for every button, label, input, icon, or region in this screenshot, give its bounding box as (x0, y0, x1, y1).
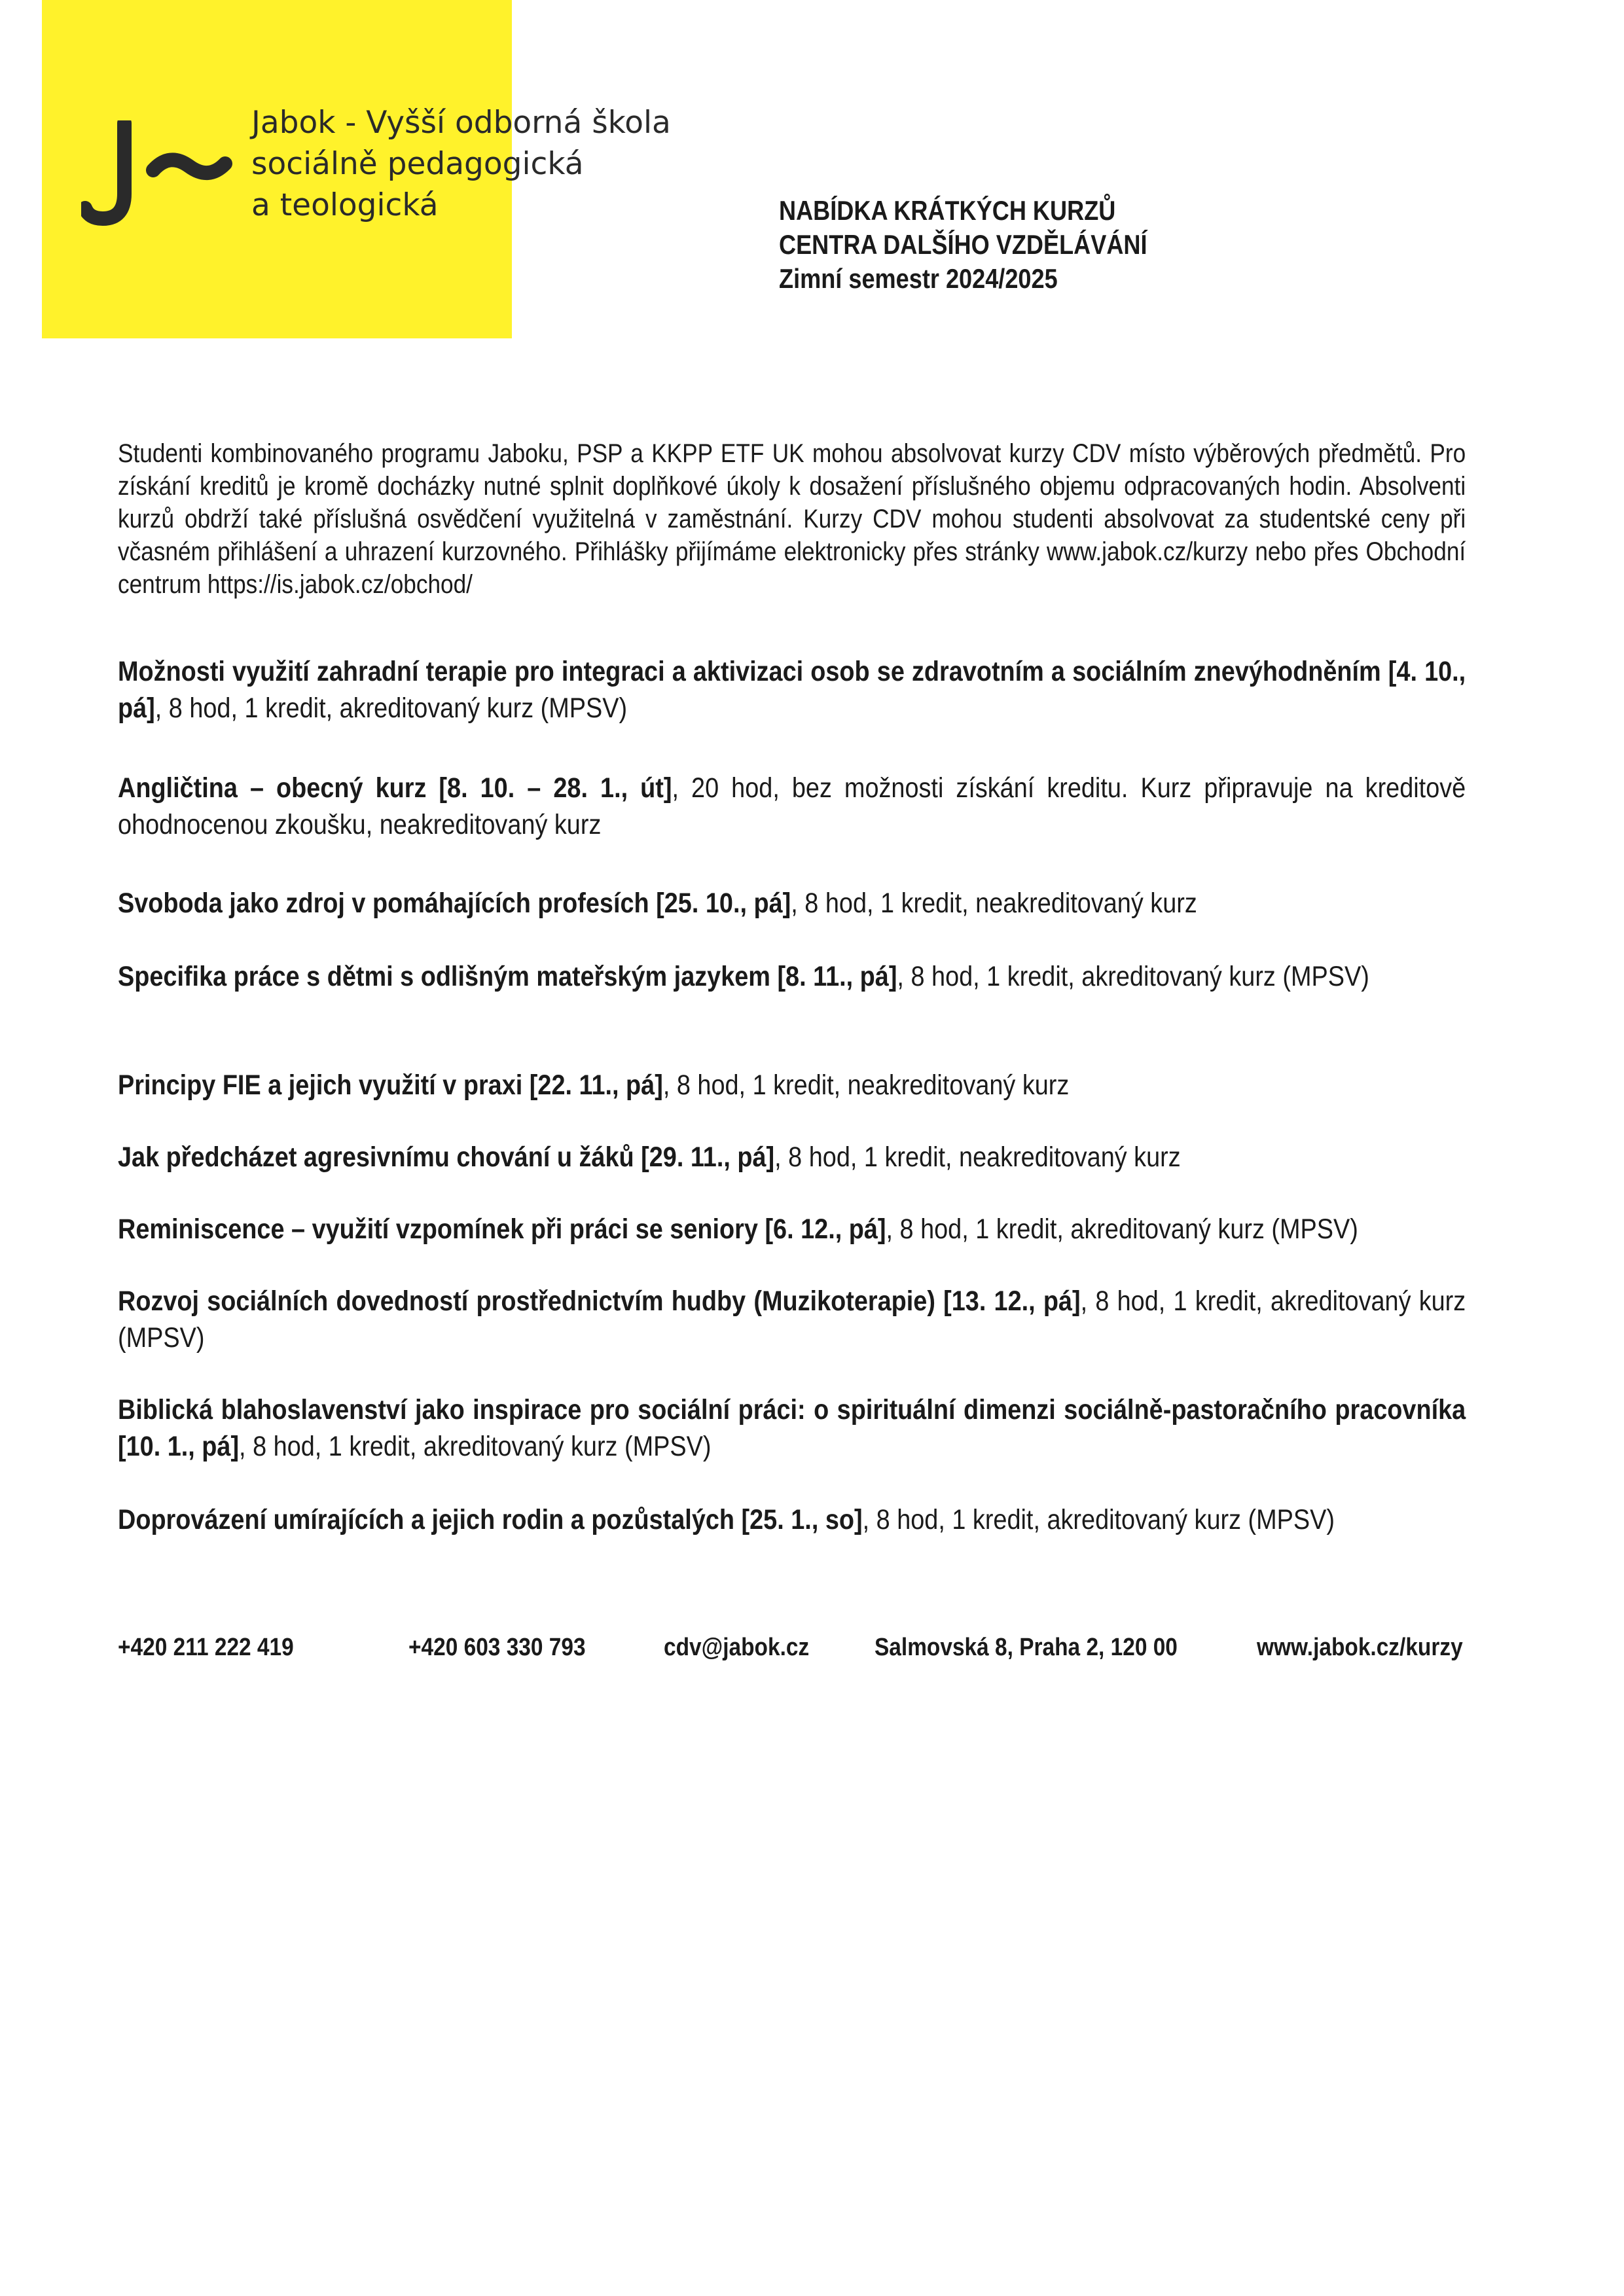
course-details: , 8 hod, 1 kredit, akreditovaný kurz (MPSV) (239, 1431, 712, 1462)
j-tilde-logo-icon (81, 120, 278, 232)
course-item (118, 958, 1466, 995)
course-title: Jak předcházet agresivnímu chování u žáků [29. 11., pá] (118, 1141, 775, 1173)
email-link[interactable]: cdv@jabok.cz (664, 1634, 810, 1661)
course-details: , 8 hod, 1 kredit, neakreditovaný kurz (774, 1141, 1181, 1173)
course-item (118, 770, 1466, 843)
course-details: , 8 hod, 1 kredit, akreditovaný kurz (MPSV) (886, 1213, 1358, 1245)
course-details: , 8 hod, 1 kredit, akreditovaný kurz (MPSV) (118, 1285, 1466, 1354)
course-item (118, 1501, 1466, 1538)
course-title: Principy FIE a jejich využití v praxi [22. 11., pá] (118, 1069, 663, 1101)
course-details: , 8 hod, 1 kredit, neakreditovaný kurz (662, 1069, 1070, 1101)
course-title: Reminiscence – využití vzpomínek při práci se seniory [6. 12., pá] (118, 1213, 886, 1245)
address-text: Salmovská 8, Praha 2, 120 00 (875, 1634, 1178, 1661)
intro-paragraph: Studenti kombinovaného programu Jaboku, PSP a KKPP ETF UK mohou absolvovat kurzy CDV místo výběrových předmětů. Pro získání kreditů je kromě docházky nutné splnit doplňkové úkoly k dosažení příslušného objemu odpracovaných hodin. Absolventi kurzů obdrží také příslušná osvědčení využitelná v zaměstnání. Kurzy CDV mohou studenti absolvovat za studentské ceny při včasném přihlášení a uhrazení kurzovného. Přihlášky přijímáme elektronicky přes stránky www.jabok.cz/kurzy nebo přes Obchodní centrum https://is.jabok.cz/obchod/ (118, 439, 1466, 599)
course-title: Rozvoj sociálních dovedností prostřednictvím hudby (Muzikoterapie) [13. 12., pá] (118, 1285, 1081, 1317)
course-item (118, 1391, 1466, 1465)
course-title: Biblická blahoslavenství jako inspirace pro sociální práci: o spirituální dimenzi sociálně-pastoračního pracovníka [10. 1., pá] (118, 1394, 1466, 1462)
course-item (118, 1067, 1466, 1103)
course-item (118, 653, 1466, 726)
title-line-1: NABÍDKA KRÁTKÝCH KURZŮ (779, 195, 1116, 226)
course-title: Doprovázení umírajících a jejich rodin a pozůstalých [25. 1., so] (118, 1504, 863, 1535)
logo-line-school: Jabok - Vyšší odborná škola (251, 105, 671, 141)
course-title: Angličtina – obecný kurz [8. 10. – 28. 1., út] (118, 772, 672, 804)
course-details: , 8 hod, 1 kredit, akreditovaný kurz (MPSV) (897, 961, 1369, 992)
logo-line-theology: a teologická (251, 187, 439, 223)
course-item (118, 1283, 1466, 1356)
phone-mobile: +420 603 330 793 (408, 1634, 586, 1661)
course-details: , 20 hod, bez možnosti získání kreditu. Kurz připravuje na kreditově ohodnocenou zkoušku, neakreditovaný kurz (118, 772, 1466, 840)
phone-primary: +420 211 222 419 (118, 1634, 294, 1661)
course-item (118, 885, 1466, 922)
website-link[interactable]: www.jabok.cz/kurzy (1257, 1634, 1463, 1661)
course-title: Svoboda jako zdroj v pomáhajících profesích [25. 10., pá] (118, 888, 791, 919)
logo-text (251, 102, 670, 226)
course-title: Možnosti využití zahradní terapie pro integraci a aktivizaci osob se zdravotním a sociálním znevýhodněním [4. 10., pá] (118, 656, 1466, 724)
logo-line-focus: sociálně pedagogická (251, 146, 584, 182)
title-line-2: CENTRA DALŠÍHO VZDĚLÁVÁNÍ (779, 229, 1147, 260)
course-details: , 8 hod, 1 kredit, akreditovaný kurz (MPSV) (862, 1504, 1335, 1535)
course-item (118, 1211, 1466, 1247)
page-title (779, 194, 1147, 296)
course-details: , 8 hod, 1 kredit, neakreditovaný kurz (791, 888, 1197, 919)
course-item (118, 1139, 1466, 1175)
title-semester: Zimní semestr 2024/2025 (779, 263, 1058, 294)
course-title: Specifika práce s dětmi s odlišným mateřským jazykem [8. 11., pá] (118, 961, 897, 992)
course-details: , 8 hod, 1 kredit, akreditovaný kurz (MPSV) (154, 692, 628, 724)
